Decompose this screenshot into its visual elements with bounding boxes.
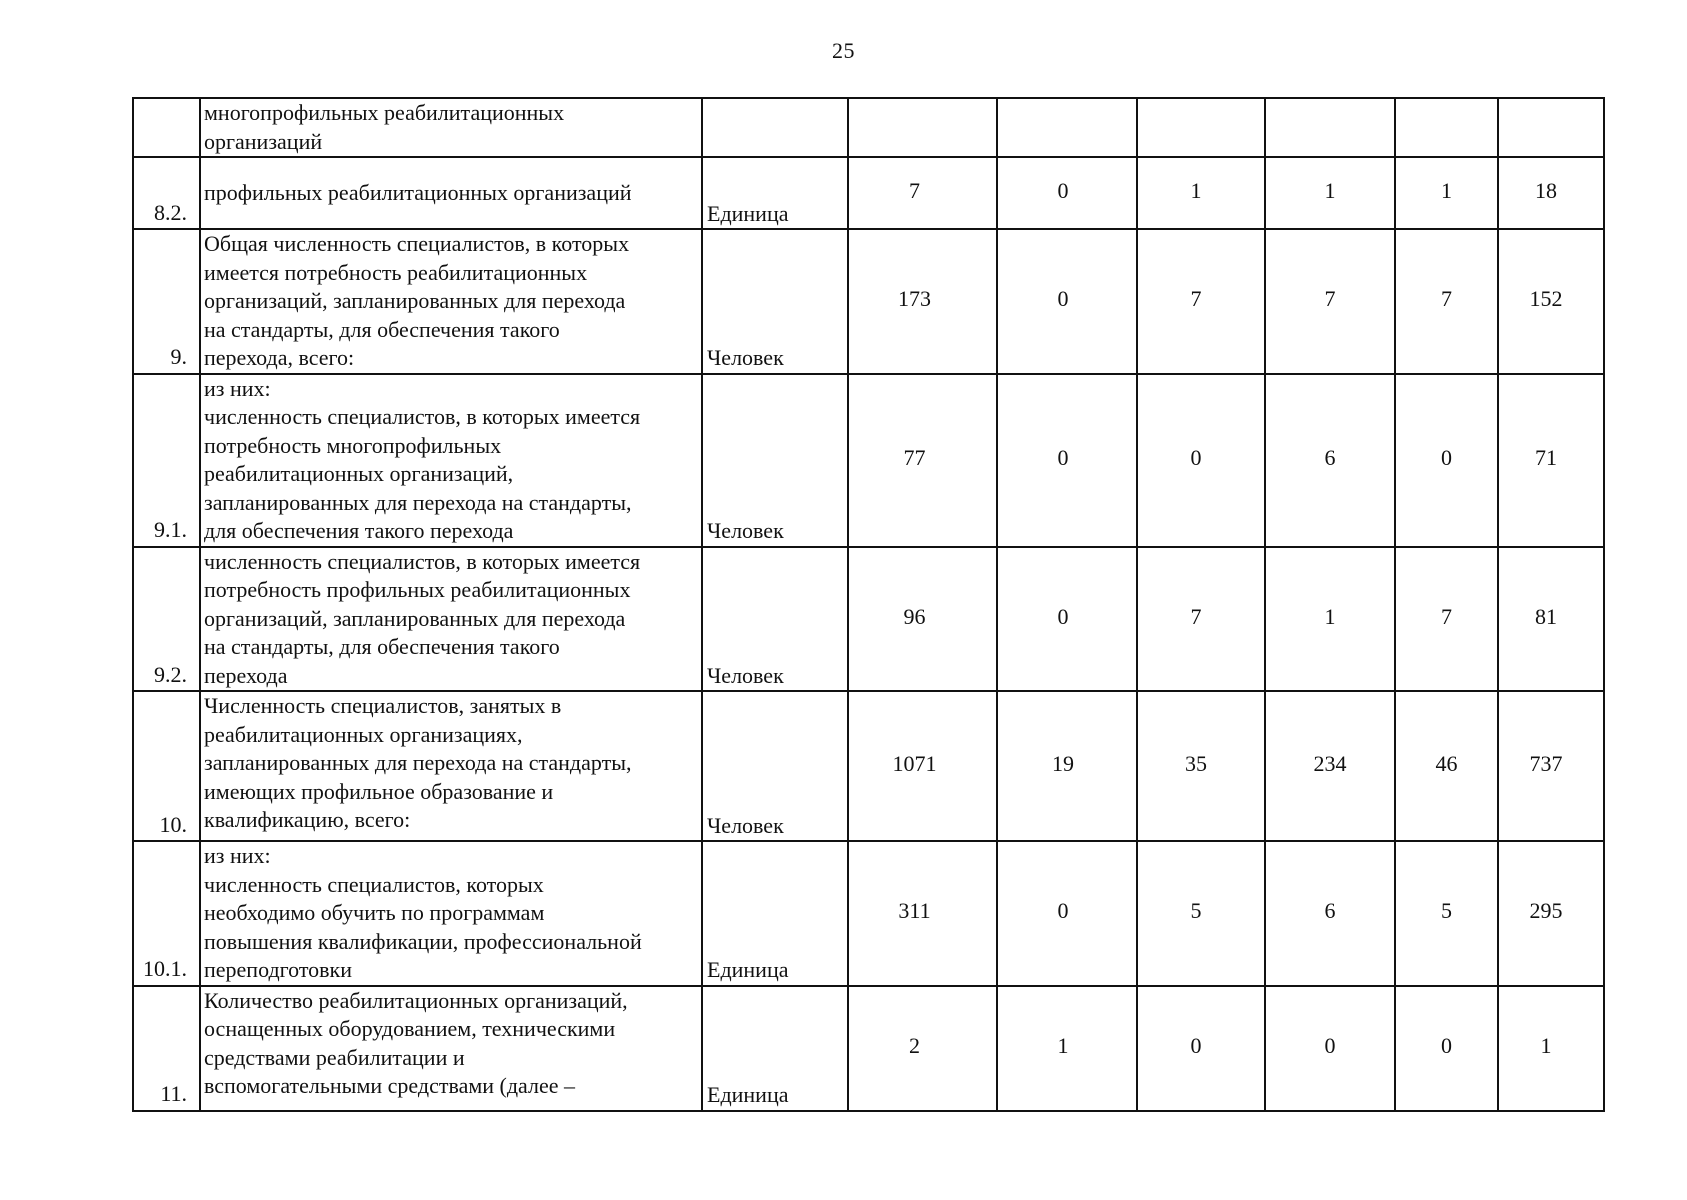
value-cell — [997, 374, 1137, 547]
table-row — [133, 547, 1604, 692]
table-row — [133, 157, 1604, 229]
value-cell — [848, 374, 997, 547]
description-line: средствами реабилитации и — [204, 1044, 465, 1070]
value-cell — [997, 547, 1137, 692]
description-line: из них: — [204, 375, 271, 401]
value-text: 0 — [1190, 1032, 1202, 1058]
description-line: запланированных для перехода на стандарты, — [204, 489, 632, 515]
unit-of-measure: Единица — [702, 157, 848, 229]
value-text: 7 — [1190, 603, 1202, 629]
value-text: 6 — [1324, 898, 1336, 923]
value-cell — [848, 157, 997, 229]
value-text: 1 — [1190, 177, 1202, 203]
description-line: имеющих профильное образование и — [204, 778, 554, 804]
unit-of-measure: Единица — [702, 986, 848, 1111]
value-text: 311 — [898, 898, 931, 923]
indicator-description — [200, 547, 702, 692]
value-cell — [1265, 547, 1395, 692]
description-line: реабилитационных организациях, — [204, 721, 523, 747]
value-cell — [1137, 374, 1265, 547]
value-text: 1 — [1324, 603, 1336, 629]
unit-of-measure: Человек — [702, 229, 848, 374]
value-text: 0 — [1057, 177, 1069, 203]
indicator-description — [200, 841, 702, 986]
value-text: 0 — [1057, 898, 1069, 923]
value-cell — [1498, 841, 1604, 986]
row-number: 9. — [133, 229, 200, 374]
value-text: 0 — [1441, 444, 1452, 470]
value-text: 152 — [1529, 286, 1563, 311]
indicator-description — [200, 691, 702, 841]
value-cell — [1137, 547, 1265, 692]
value-cell — [1498, 547, 1604, 692]
value-cell — [997, 229, 1137, 374]
value-cell — [1498, 986, 1604, 1111]
value-text: 7 — [1324, 286, 1336, 311]
indicator-description — [200, 157, 702, 229]
value-cell — [1395, 841, 1498, 986]
description-line: численность специалистов, которых — [204, 871, 544, 897]
value-text: 1 — [1324, 177, 1336, 203]
description-line: для обеспечения такого перехода — [204, 518, 514, 543]
description-line: запланированных для перехода на стандарты, — [204, 750, 632, 775]
table-row — [133, 841, 1604, 986]
value-text: 295 — [1529, 898, 1563, 923]
value-cell — [1395, 157, 1498, 229]
value-cell — [848, 691, 997, 841]
value-cell — [997, 98, 1137, 157]
description-line: реабилитационных организаций, — [204, 461, 514, 486]
value-cell — [1395, 374, 1498, 547]
row-number: 9.1. — [133, 374, 200, 547]
value-cell — [1265, 841, 1395, 986]
value-text: 7 — [909, 177, 920, 203]
value-cell — [1395, 986, 1498, 1111]
value-cell — [1498, 157, 1604, 229]
indicator-description — [200, 986, 702, 1111]
value-text: 0 — [1190, 444, 1202, 470]
value-cell — [1395, 691, 1498, 841]
value-text: 46 — [1435, 750, 1458, 776]
value-cell — [848, 229, 997, 374]
indicators-table — [132, 97, 1605, 1112]
unit-of-measure: Человек — [702, 374, 848, 547]
description-line: Численность специалистов, занятых в — [204, 693, 562, 718]
value-text: 0 — [1057, 444, 1069, 470]
description-line: организаций, запланированных для перехода — [204, 288, 626, 313]
unit-of-measure: Человек — [702, 547, 848, 692]
value-cell — [1137, 841, 1265, 986]
value-text: 5 — [1190, 898, 1202, 923]
value-cell — [1395, 547, 1498, 692]
value-text: 0 — [1324, 1032, 1336, 1058]
description-line: на стандарты, для обеспечения такого — [204, 316, 560, 342]
description-line: потребность профильных реабилитационных — [204, 577, 631, 602]
description-line: организаций — [204, 128, 323, 154]
value-cell — [1498, 691, 1604, 841]
value-text: 7 — [1441, 603, 1452, 629]
table-row — [133, 691, 1604, 841]
value-text: 1071 — [892, 750, 937, 776]
table-row — [133, 229, 1604, 374]
value-text: 18 — [1535, 177, 1557, 203]
table-row — [133, 374, 1604, 547]
row-number: 10. — [133, 691, 200, 841]
value-text: 19 — [1052, 750, 1074, 776]
value-cell — [1395, 229, 1498, 374]
value-text: 234 — [1313, 750, 1347, 776]
value-text: 173 — [898, 286, 931, 311]
page-number: 25 — [832, 38, 855, 63]
value-text: 1 — [1540, 1032, 1552, 1058]
value-cell — [1137, 98, 1265, 157]
value-text: 35 — [1185, 750, 1207, 776]
value-cell — [1265, 374, 1395, 547]
description-line: многопрофильных реабилитационных — [204, 100, 565, 125]
description-line: из них: — [204, 843, 271, 868]
table-body — [133, 98, 1604, 1111]
value-cell — [1265, 691, 1395, 841]
description-line: перехода — [204, 662, 288, 688]
value-cell — [848, 98, 997, 157]
unit-of-measure: Человек — [702, 691, 848, 841]
value-text: 6 — [1324, 444, 1336, 470]
row-number: 10.1. — [133, 841, 200, 986]
value-text: 5 — [1441, 898, 1452, 923]
description-line: переподготовки — [204, 957, 352, 982]
value-cell — [1265, 157, 1395, 229]
value-cell — [1137, 229, 1265, 374]
value-text: 7 — [1190, 286, 1202, 311]
description-line: Количество реабилитационных организаций, — [204, 987, 628, 1013]
row-number: 11. — [133, 986, 200, 1111]
value-text: 77 — [903, 444, 926, 470]
value-cell — [1137, 157, 1265, 229]
description-line: повышения квалификации, профессиональной — [204, 928, 642, 954]
description-line: профильных реабилитационных организаций — [204, 179, 632, 205]
value-cell — [1395, 98, 1498, 157]
value-text: 81 — [1535, 603, 1557, 629]
value-cell — [848, 841, 997, 986]
value-text: 0 — [1441, 1032, 1452, 1058]
unit-of-measure — [702, 98, 848, 157]
value-cell — [1498, 98, 1604, 157]
value-cell — [1498, 374, 1604, 547]
value-cell — [848, 986, 997, 1111]
value-cell — [1137, 691, 1265, 841]
description-line: квалификацию, всего: — [204, 807, 411, 832]
value-cell — [997, 841, 1137, 986]
description-line: потребность многопрофильных — [204, 432, 502, 458]
description-line: имеется потребность реабилитационных — [204, 259, 588, 285]
description-line: вспомогательными средствами (далее – — [204, 1073, 576, 1098]
description-line: Общая численность специалистов, в которых — [204, 231, 630, 256]
value-cell — [1137, 986, 1265, 1111]
value-cell — [1265, 986, 1395, 1111]
description-line: необходимо обучить по программам — [204, 900, 545, 925]
value-text: 0 — [1057, 603, 1069, 629]
value-cell — [1265, 98, 1395, 157]
value-cell — [997, 691, 1137, 841]
value-text: 0 — [1057, 286, 1069, 311]
indicator-description — [200, 374, 702, 547]
value-cell — [997, 157, 1137, 229]
value-cell — [848, 547, 997, 692]
value-text: 96 — [903, 603, 926, 629]
indicator-description — [200, 98, 702, 157]
description-line: перехода, всего: — [204, 345, 355, 370]
table-row — [133, 986, 1604, 1111]
value-text: 1 — [1057, 1032, 1069, 1058]
row-number: 9.2. — [133, 547, 200, 692]
row-number — [133, 98, 200, 157]
description-line: оснащенных оборудованием, техническими — [204, 1016, 616, 1041]
description-line: численность специалистов, в которых имеется — [204, 404, 641, 429]
indicator-description — [200, 229, 702, 374]
value-cell — [1265, 229, 1395, 374]
description-line: организаций, запланированных для перехода — [204, 605, 626, 631]
value-cell — [997, 986, 1137, 1111]
row-number: 8.2. — [133, 157, 200, 229]
value-text: 1 — [1441, 177, 1452, 203]
table-row — [133, 98, 1604, 157]
value-text: 2 — [909, 1032, 920, 1058]
value-cell — [1498, 229, 1604, 374]
value-text: 7 — [1441, 286, 1452, 311]
description-line: на стандарты, для обеспечения такого — [204, 634, 560, 659]
value-text: 71 — [1535, 444, 1557, 470]
value-text: 737 — [1529, 750, 1563, 776]
unit-of-measure: Единица — [702, 841, 848, 986]
description-line: численность специалистов, в которых имеется — [204, 548, 641, 574]
